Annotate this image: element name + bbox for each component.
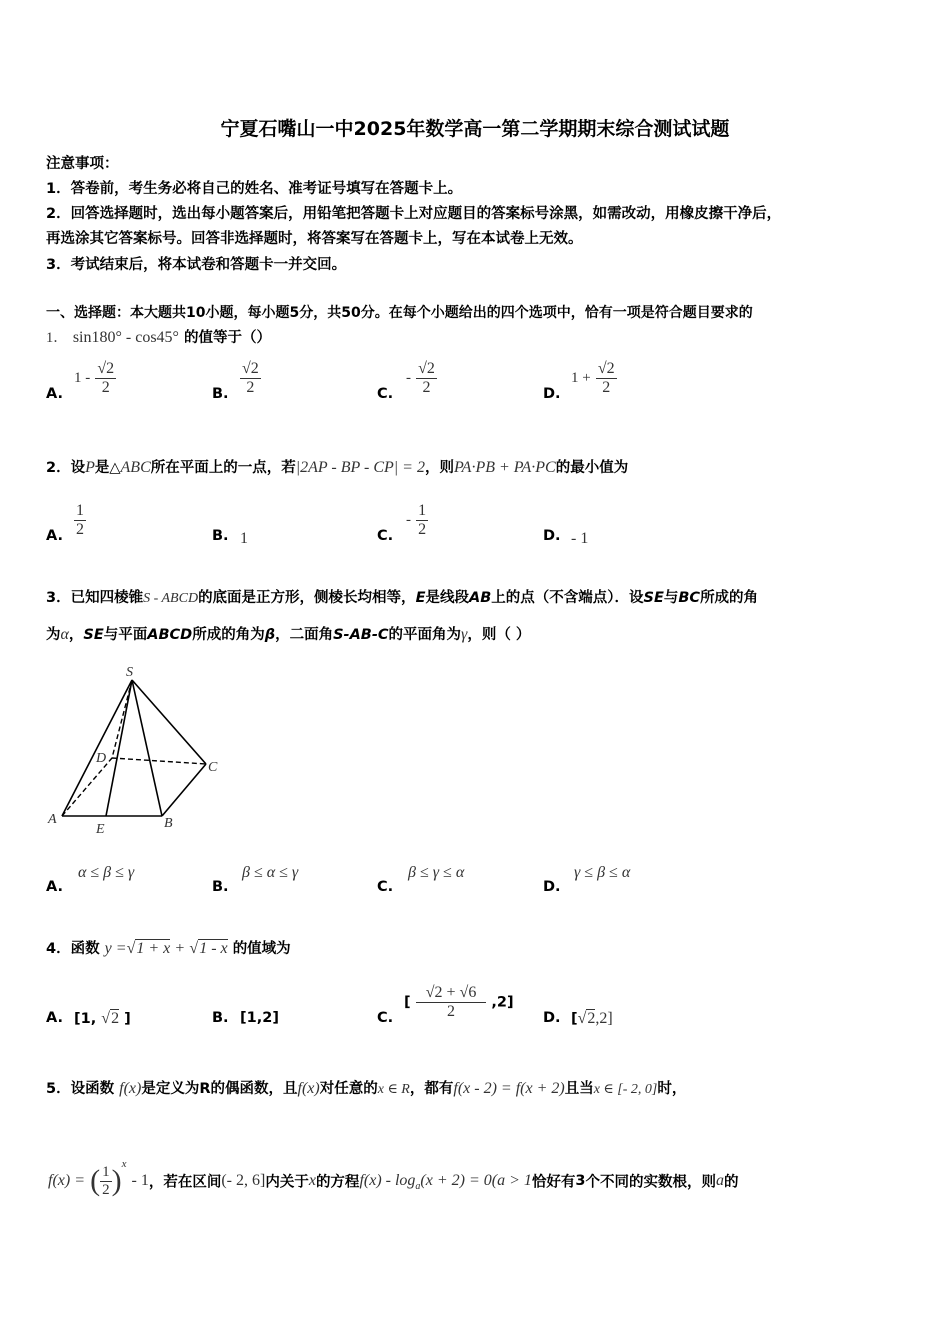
q5-fx: f(x) xyxy=(119,1080,142,1097)
q5-a: a xyxy=(716,1172,724,1189)
vertex-label-a: A xyxy=(48,812,57,827)
q4-option-b[interactable]: [1,2] xyxy=(240,1010,279,1026)
q2-expression: PA·PB + PA·PC xyxy=(453,459,556,476)
q1-b-den: 2 xyxy=(246,379,255,396)
q1-a-num: √2 xyxy=(97,360,115,377)
q3-se-2: SE xyxy=(83,627,104,643)
q2-c-prefix: - xyxy=(406,512,411,528)
q4-option-d[interactable]: [√2,2] xyxy=(571,1010,613,1027)
q3-gamma: γ xyxy=(461,626,468,643)
q3-abcd: ABCD xyxy=(147,627,193,643)
q1-option-d[interactable] xyxy=(571,360,617,397)
q5-t1: 是定义为 xyxy=(141,1081,200,1097)
q1-option-a[interactable] xyxy=(74,360,116,397)
question-number: 1． xyxy=(46,330,68,346)
q3-option-b[interactable]: β ≤ α ≤ γ xyxy=(242,864,299,881)
q5-eq2b: (x + 2) = 0(a > 1 xyxy=(420,1172,532,1189)
question-5-stem-line-2: f(x) = ( $\frac{1}{2}$ )$^x$ - 1，若在区间(- 2, 6]内关于x的方程$f(x) - \log_a(x + 2) = 0(a > 1$恰好有3个不同的实数根，则a的 xyxy=(48,1158,739,1198)
edge-sc xyxy=(132,680,206,764)
q5-minus-one: - 1 xyxy=(131,1172,149,1189)
q3-t12: 的平面角为 xyxy=(388,627,462,643)
q4-option-d-label[interactable]: D. xyxy=(543,1010,561,1026)
q3-option-b-label[interactable]: B. xyxy=(212,879,229,895)
question-3-stem-line-1 xyxy=(46,586,758,607)
q5-t8: 内关于 xyxy=(265,1174,309,1191)
question-2-stem xyxy=(46,456,628,477)
q3-t13: ，则（ ） xyxy=(467,627,531,643)
q3-option-c[interactable]: β ≤ γ ≤ α xyxy=(408,864,465,881)
q4-a-suffix: ] xyxy=(124,1011,131,1027)
q2-option-c-label[interactable]: C. xyxy=(377,528,394,544)
q2-option-c[interactable] xyxy=(406,502,428,539)
q3-t11: ，二面角 xyxy=(275,627,334,643)
q3-t1: 3．已知四棱锥 xyxy=(46,590,144,606)
q1-expression: sin180° - cos45° xyxy=(72,329,179,346)
q2-option-a[interactable] xyxy=(74,502,86,539)
question-4-stem: 4．函数 y =√1 + x + √1 - x 的值域为 xyxy=(46,940,291,957)
q5-t12: 的 xyxy=(724,1174,739,1191)
q5-t9: 的方程 xyxy=(315,1174,360,1191)
q5-t7: ，若在区间 xyxy=(148,1174,222,1191)
q5-number: 5．设函数 xyxy=(46,1081,115,1097)
q4-c-suffix: ,2] xyxy=(491,994,514,1011)
notice-item-1: 1．答卷前，考生务必将自己的姓名、准考证号填写在答题卡上。 xyxy=(46,181,463,197)
q5-interval: (- 2, 6] xyxy=(221,1172,266,1189)
q3-bc: BC xyxy=(678,590,701,606)
edge-se xyxy=(106,680,132,816)
q2-t3: ，则 xyxy=(424,460,454,476)
q1-b-num: √2 xyxy=(242,360,259,377)
q4-c-num: √2 + √6 xyxy=(416,984,487,1003)
q3-t7: 为 xyxy=(46,627,61,643)
q5-half-den: 2 xyxy=(102,1181,110,1198)
edge-sa xyxy=(62,680,132,816)
q2-option-b[interactable]: 1 xyxy=(240,530,248,547)
q2-t2: 所在平面上的一点，若 xyxy=(150,460,296,476)
q1-option-c[interactable] xyxy=(406,360,437,397)
edge-bc xyxy=(162,764,206,816)
notice-item-2: 2．回答选择题时，选出每小题答案后，用铅笔把答题卡上对应题目的答案标号涂黑，如需改动，用橡皮擦干净后， xyxy=(46,206,782,222)
q3-option-d-label[interactable]: D. xyxy=(543,879,561,895)
section-heading: 一、选择题：本大题共10小题，每小题5分，共50分。在每个小题给出的四个选项中，恰有一项是符合题目要求的 xyxy=(46,305,753,321)
q1-option-b-label[interactable]: B. xyxy=(212,386,229,402)
question-3-stem-line-2 xyxy=(46,623,530,644)
q4-option-c[interactable] xyxy=(404,984,514,1021)
q4-plus: + xyxy=(175,940,185,957)
q2-p: P xyxy=(85,459,95,476)
q1-a-prefix: 1 - xyxy=(74,370,91,386)
q5-x-interval: x ∈ [- 2, 0] xyxy=(593,1082,658,1097)
q3-e: E xyxy=(415,590,426,606)
q2-a-den: 2 xyxy=(76,521,84,538)
edge-dc-hidden xyxy=(112,758,206,764)
q3-option-a[interactable]: α ≤ β ≤ γ xyxy=(78,864,135,881)
q5-eq2: f(x) - log xyxy=(359,1172,416,1189)
q3-t10: 所成的角为 xyxy=(192,627,265,643)
q5-t6: 时， xyxy=(657,1081,687,1097)
q2-c-num: 1 xyxy=(418,502,427,519)
q3-t3: 是线段 xyxy=(425,590,469,606)
q5-t5: 且当 xyxy=(564,1081,594,1097)
q3-ab: AB xyxy=(468,590,492,606)
q5-x-in-r: x ∈ R xyxy=(377,1082,410,1097)
q5-t2: 的偶函数，且 xyxy=(210,1081,298,1097)
q2-t1: 是△ xyxy=(94,460,121,476)
q1-c-prefix: - xyxy=(406,370,411,386)
q2-option-b-label[interactable]: B. xyxy=(212,528,229,544)
q1-c-num: √2 xyxy=(418,360,435,377)
q3-t6: 所成的角 xyxy=(700,590,759,606)
q1-d-fraction xyxy=(596,360,617,397)
q4-c-fraction xyxy=(416,984,487,1021)
q5-t4: ，都有 xyxy=(409,1081,454,1097)
notice-heading: 注意事项： xyxy=(46,156,119,172)
q2-option-d-label[interactable]: D. xyxy=(543,528,561,544)
q3-t8: ， xyxy=(68,627,84,643)
pyramid-figure xyxy=(40,660,240,840)
q5-fx-2: f(x) xyxy=(297,1080,320,1097)
q2-option-a-label[interactable]: A. xyxy=(46,528,63,544)
q5-half-num: 1 xyxy=(102,1163,110,1180)
q1-c-den: 2 xyxy=(422,379,431,396)
q2-a-fraction xyxy=(74,502,86,539)
q2-number: 2．设 xyxy=(46,460,86,476)
q5-exponent: x xyxy=(121,1158,127,1170)
edge-sb xyxy=(132,680,162,816)
q3-option-a-label[interactable]: A. xyxy=(46,879,63,895)
q5-t11: 个不同的实数根，则 xyxy=(585,1174,716,1191)
q1-option-c-label[interactable]: C. xyxy=(377,386,394,402)
q5-three: 3 xyxy=(575,1173,586,1189)
q5-t3: 对任意的 xyxy=(319,1081,378,1097)
vertex-label-d: D xyxy=(96,751,107,766)
q3-pyramid: S - ABCD xyxy=(143,591,199,606)
q3-se: SE xyxy=(643,590,664,606)
q4-c-prefix: [ xyxy=(404,994,411,1011)
q5-r: R xyxy=(199,1081,211,1097)
q5-half xyxy=(100,1164,112,1199)
notice-item-3: 3．考试结束后，将本试卷和答题卡一并交回。 xyxy=(46,257,347,273)
q4-a-radicand: 2 xyxy=(111,1010,120,1027)
q5-x: x xyxy=(308,1172,316,1189)
q4-d-radicand: 2 xyxy=(587,1010,596,1027)
q3-t9: 与平面 xyxy=(103,627,148,643)
q2-condition: |2AP - BP - CP| = 2 xyxy=(295,459,425,476)
page-title: 宁夏石嘴山一中2025年数学高一第二学期期末综合测试试题 xyxy=(220,118,730,140)
q4-option-c-label[interactable]: C. xyxy=(377,1010,394,1026)
q4-d-suffix: ,2] xyxy=(595,1010,613,1027)
q2-t4: 的最小值为 xyxy=(555,460,629,476)
q4-a-prefix: [1, xyxy=(74,1011,97,1027)
q1-c-fraction xyxy=(416,360,437,397)
q3-option-c-label[interactable]: C. xyxy=(377,879,394,895)
q4-radicand-1: 1 + x xyxy=(136,940,171,957)
q1-d-den: 2 xyxy=(602,379,611,396)
question-1-stem xyxy=(46,326,271,347)
q1-a-fraction xyxy=(95,360,116,397)
q2-a-num: 1 xyxy=(76,502,84,519)
vertex-label-s: S xyxy=(126,665,133,680)
vertex-label-b: B xyxy=(164,816,173,831)
q5-fx-def: f(x) = xyxy=(48,1172,85,1189)
q1-b-fraction xyxy=(240,360,261,397)
q2-c-den: 2 xyxy=(418,521,427,538)
q3-t5: 与 xyxy=(663,590,679,606)
q5-log-base: a xyxy=(415,1180,421,1192)
q2-option-d[interactable]: - 1 xyxy=(571,530,589,547)
q4-number: 4．函数 xyxy=(46,941,100,957)
vertex-label-c: C xyxy=(208,760,218,775)
q4-radicand-2: 1 - x xyxy=(199,940,228,957)
q4-c-den: 2 xyxy=(447,1003,456,1020)
notice-item-2-cont: 再选涂其它答案标号。回答非选择题时，将答案写在答题卡上，写在本试卷上无效。 xyxy=(46,231,583,247)
question-5-stem-line-1 xyxy=(46,1077,686,1098)
q1-option-d-label[interactable]: D. xyxy=(543,386,561,402)
edge-sd-hidden xyxy=(112,680,132,758)
q4-y: y = xyxy=(104,940,127,957)
q1-a-den: 2 xyxy=(101,379,110,396)
q3-t4: 上的点（不含端点）．设 xyxy=(491,590,644,606)
q4-option-a[interactable]: [1, √2 ] xyxy=(74,1010,131,1027)
q1-option-a-label[interactable]: A. xyxy=(46,386,63,402)
q3-alpha: α xyxy=(60,626,69,643)
vertex-label-e: E xyxy=(96,822,105,837)
q4-option-b-label[interactable]: B. xyxy=(212,1010,229,1026)
q3-option-d[interactable]: γ ≤ β ≤ α xyxy=(574,864,631,881)
q3-sabc: S-AB-C xyxy=(333,627,389,643)
q1-d-prefix: 1 + xyxy=(571,370,591,386)
q4-option-a-label[interactable]: A. xyxy=(46,1010,63,1026)
q2-abc: ABC xyxy=(120,459,151,476)
q4-tail: 的值域为 xyxy=(232,941,291,957)
q5-equation: f(x - 2) = f(x + 2) xyxy=(453,1080,565,1097)
q3-t2: 的底面是正方形，侧棱长均相等， xyxy=(198,590,416,606)
q1-option-b[interactable] xyxy=(240,360,261,397)
q5-t10: 恰好有 xyxy=(531,1174,576,1191)
q1-d-num: √2 xyxy=(597,360,615,377)
q3-beta: β xyxy=(264,627,276,643)
q1-tail: 的值等于（） xyxy=(184,330,271,346)
q2-c-fraction xyxy=(416,502,428,539)
q4-d-prefix: [ xyxy=(571,1011,578,1027)
